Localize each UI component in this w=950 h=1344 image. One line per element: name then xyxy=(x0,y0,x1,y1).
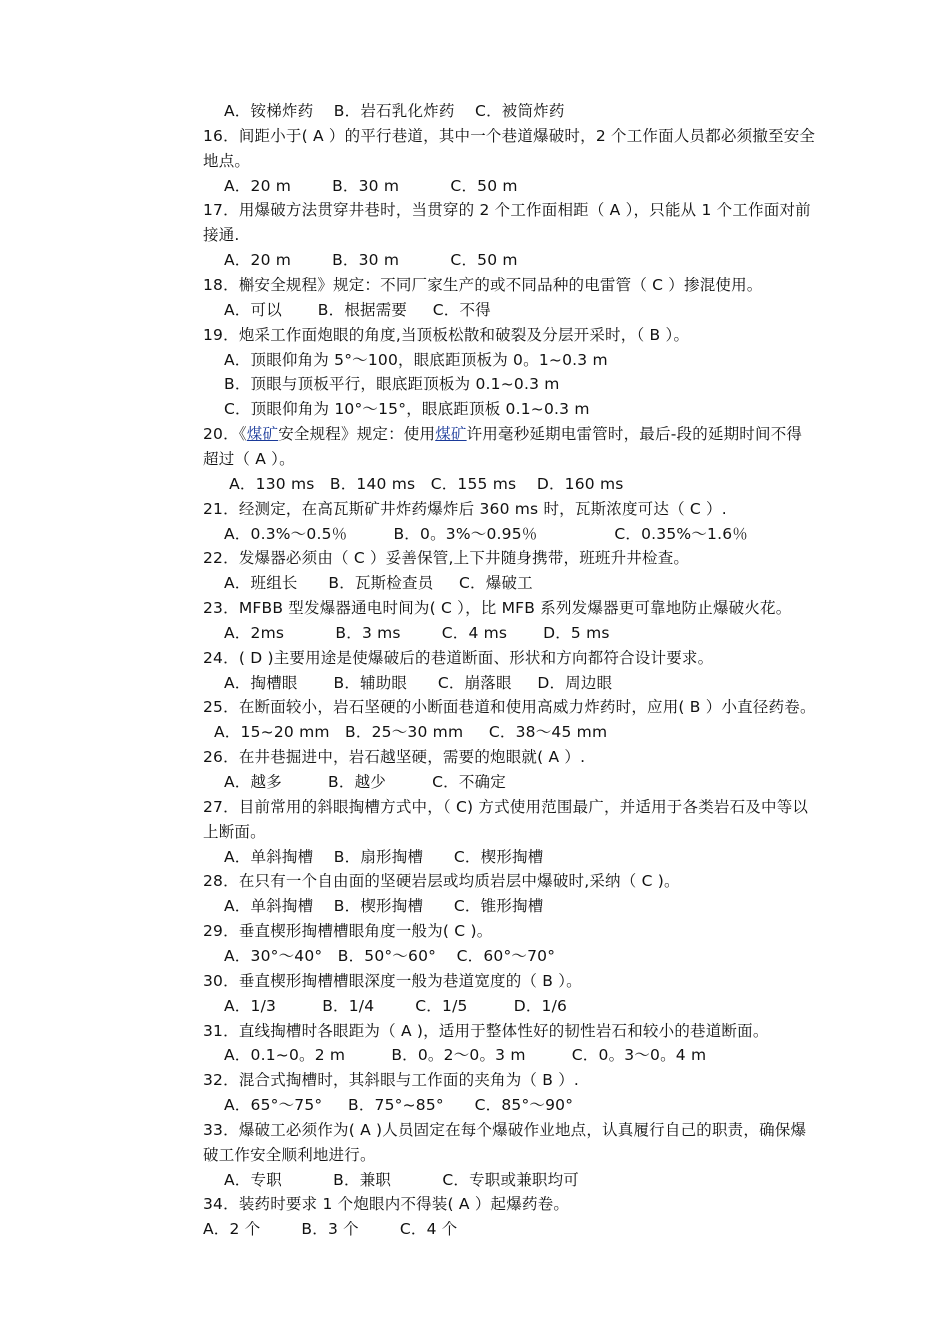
question-text-line: 25．在断面较小，岩石坚硬的小断面巷道和使用高威力炸药时，应用( B ）小直径药卷。 xyxy=(203,698,816,717)
question-text-line: 33．爆破工必须作为( A )人员固定在每个爆破作业地点，认真履行自己的职责，确保爆 xyxy=(203,1120,807,1139)
answer-options-line: C．顶眼仰角为 10°～15°，眼底距顶板 0.1~0.3 m xyxy=(224,400,590,419)
coal-mine-link[interactable]: 煤矿 xyxy=(246,425,279,444)
answer-options-line: A．20 m B．30 m C．50 m xyxy=(224,251,518,270)
question-text-line: 30．垂直楔形掏槽槽眼深度一般为巷道宽度的（ B ）。 xyxy=(203,971,582,990)
answer-options-line: A．30°～40° B．50°～60° C．60°～70° xyxy=(224,946,556,965)
answer-options-line: A．单斜掏槽 B．扇形掏槽 C．楔形掏槽 xyxy=(224,847,544,866)
question-text-line: 32．混合式掏槽时，其斜眼与工作面的夹角为（ B ）. xyxy=(203,1071,580,1090)
answer-options-line: A．铵梯炸药 B．岩石乳化炸药 C．被筒炸药 xyxy=(224,102,565,120)
question-text-line: 27．目前常用的斜眼掏槽方式中，（ C) 方式使用范围最广，并适用于各类岩石及中等以 xyxy=(203,797,809,816)
answer-options-line: A．班组长 B．瓦斯检查员 C．爆破工 xyxy=(224,574,533,593)
coal-mine-link[interactable]: 煤矿 xyxy=(435,425,467,444)
answer-options-line: B．顶眼与顶板平行，眼底距顶板为 0.1~0.3 m xyxy=(224,375,560,394)
question-text-line: 16．间距小于( A ）的平行巷道，其中一个巷道爆破时，2 个工作面人员都必须撤至安全 xyxy=(203,126,816,145)
answer-options-line: A．0.3%～0.5％ B．0。3%～0.95％ C．0.35%～1.6％ xyxy=(224,524,748,543)
answer-options-line: A．单斜掏槽 B．楔形掏槽 C．锥形掏槽 xyxy=(224,897,544,916)
question-text-line: 24．( D )主要用途是使爆破后的巷道断面、形状和方向都符合设计要求。 xyxy=(203,648,714,667)
answer-options-line: A．掏槽眼 B．辅助眼 C．崩落眼 D．周边眼 xyxy=(224,673,613,692)
answer-options-line: A．可以 B．根据需要 C．不得 xyxy=(224,300,491,319)
question-text-line: 地点。 xyxy=(203,151,251,170)
question-text-line: 22．发爆器必须由（ C ）妥善保管,上下井随身携带，班班升井检查。 xyxy=(203,549,690,568)
answer-options-line: A．2ms B．3 ms C．4 ms D．5 ms xyxy=(224,623,610,642)
question-text-line: 破工作安全顺利地进行。 xyxy=(203,1145,376,1164)
answer-options-line: A．65°～75° B．75°~85° C．85°～90° xyxy=(224,1096,574,1114)
question-text-line: 31．直线掏槽时各眼距为（ A )，适用于整体性好的韧性岩石和较小的巷道断面。 xyxy=(203,1021,769,1040)
question-text-line: 17．用爆破方法贯穿井巷时，当贯穿的 2 个工作面相距（ A ），只能从 1 个工作面对前 xyxy=(203,201,811,220)
question-text-line: 19．炮采工作面炮眼的角度,当顶板松散和破裂及分层开采时，（ B ）。 xyxy=(203,325,690,344)
question-text-line: 34．装药时要求 1 个炮眼内不得装( A ）起爆药卷。 xyxy=(203,1195,570,1214)
question-text-line: 23．MFBB 型发爆器通电时间为( C ），比 MFB 系列发爆器更可靠地防止爆破火花。 xyxy=(203,599,792,617)
answer-options-line: A．越多 B．越少 C．不确定 xyxy=(224,773,506,791)
question-text: 20．《 xyxy=(203,425,247,444)
answer-options-line: A．20 m B．30 m C．50 m xyxy=(224,176,518,195)
question-text-line: A．2 个 B．3 个 C．4 个 xyxy=(203,1220,458,1239)
question-text-line: 上断面。 xyxy=(203,822,266,841)
answer-options-line: A．1/3 B．1/4 C．1/5 D．1/6 xyxy=(224,996,568,1015)
question-text-line: 29．垂直楔形掏槽槽眼角度一般为( C )。 xyxy=(203,922,493,941)
question-text-line: 26．在井巷掘进中，岩石越坚硬，需要的炮眼就( A ）. xyxy=(203,748,586,767)
question-text: 安全规程》规定：使用 xyxy=(278,425,436,444)
question-text-line: 21．经测定，在高瓦斯矿井炸药爆炸后 360 ms 时，瓦斯浓度可达（ C ）. xyxy=(203,499,727,518)
answer-options-line: A．0.1~0。2 m B．0。2～0。3 m C．0。3～0。4 m xyxy=(224,1046,707,1065)
question-text-line: 超过（ A ）。 xyxy=(203,449,295,468)
question-text-line xyxy=(203,422,802,447)
answer-options-line: A．顶眼仰角为 5°～100，眼底距顶板为 0。1~0.3 m xyxy=(224,350,608,369)
answer-options-line: A．130 ms B．140 ms C．155 ms D．160 ms xyxy=(224,474,624,493)
question-text-line: 接通. xyxy=(203,226,240,245)
question-text-line: 28．在只有一个自由面的坚硬岩层或均质岩层中爆破时,采纳（ C )。 xyxy=(203,872,680,891)
question-text: 许用毫秒延期电雷管时，最后-段的延期时间不得 xyxy=(466,425,803,444)
answer-options-line: A．15~20 mm B．25～30 mm C．38～45 mm xyxy=(214,723,608,742)
answer-options-line: A．专职 B．兼职 C．专职或兼职均可 xyxy=(224,1170,580,1189)
question-text-line: 18．槲安全规程》规定：不同厂家生产的或不同品种的电雷管（ C ）掺混使用。 xyxy=(203,276,763,294)
